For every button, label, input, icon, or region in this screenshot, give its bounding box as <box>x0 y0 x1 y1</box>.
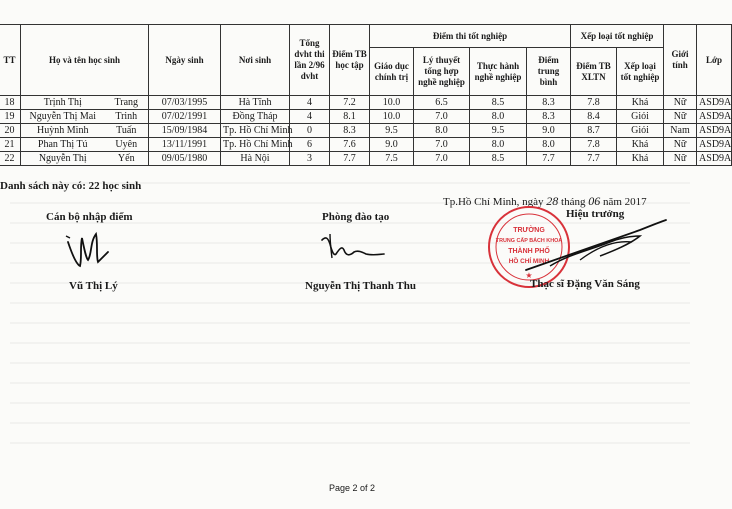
page-number: Page 2 of 2 <box>329 483 376 493</box>
principal-name: Thạc sĩ Đặng Văn Sáng <box>530 278 640 290</box>
cell-rank: Khá <box>617 152 664 166</box>
cell-gender: Nam <box>664 124 697 138</box>
cell-last-name: Phan Thị Tú <box>21 138 105 152</box>
cell-gpa: 7.2 <box>330 96 370 110</box>
header-dob: Ngày sinh <box>149 25 221 96</box>
cell-gpa: 7.7 <box>330 152 370 166</box>
stamp-star-icon: ★ <box>525 271 533 280</box>
cell-birthplace: Hà Nội <box>221 152 290 166</box>
date-month-label: tháng <box>561 196 586 208</box>
cell-gender: Nữ <box>664 96 697 110</box>
cell-first-name: Trinh <box>105 110 149 124</box>
cell-gpa: 8.3 <box>330 124 370 138</box>
cell-birthplace: Tp. Hồ Chí Minh <box>221 124 290 138</box>
header-xltn: Điểm TB XLTN <box>571 48 617 96</box>
header-practice: Thực hành nghề nghiệp <box>470 48 527 96</box>
cell-politics: 10.0 <box>370 96 414 110</box>
cell-practice: 8.5 <box>470 152 527 166</box>
cell-last-name: Huỳnh Minh <box>21 124 105 138</box>
cell-last-name: Trịnh Thị <box>21 96 105 110</box>
cell-rank: Khá <box>617 138 664 152</box>
stamp-line2: TRUNG CẤP BÁCH KHOA <box>495 238 563 244</box>
table-row <box>0 152 732 166</box>
cell-first-name: Uyên <box>105 138 149 152</box>
cell-class: ASD9A <box>697 124 732 138</box>
cell-stt: 18 <box>0 96 21 110</box>
cell-stt: 21 <box>0 138 21 152</box>
header-gender: Giới tính <box>664 25 697 96</box>
cell-credits: 4 <box>290 96 330 110</box>
cell-stt: 20 <box>0 124 21 138</box>
entry-officer-title: Cán bộ nhập điểm <box>46 211 133 223</box>
cell-credits: 4 <box>290 110 330 124</box>
cell-practice: 9.5 <box>470 124 527 138</box>
cell-class: ASD9A <box>697 110 732 124</box>
cell-first-name: Yến <box>105 152 149 166</box>
entry-officer-name: Vũ Thị Lý <box>69 280 118 292</box>
cell-xltn: 7.8 <box>571 138 617 152</box>
header-birthplace: Nơi sinh <box>221 25 290 96</box>
cell-credits: 6 <box>290 138 330 152</box>
cell-xltn: 7.8 <box>571 96 617 110</box>
cell-stt: 22 <box>0 152 21 166</box>
date-year: năm 2017 <box>602 196 647 208</box>
table-row <box>0 124 732 138</box>
signature-training-office <box>318 228 388 264</box>
cell-politics: 7.5 <box>370 152 414 166</box>
cell-avg: 8.3 <box>527 96 571 110</box>
cell-rank: Khá <box>617 96 664 110</box>
cell-birthplace: Hà Tĩnh <box>221 96 290 110</box>
cell-practice: 8.0 <box>470 110 527 124</box>
signature-entry-officer <box>62 224 112 272</box>
cell-theory: 8.0 <box>414 124 470 138</box>
cell-politics: 9.0 <box>370 138 414 152</box>
table-row <box>0 96 732 110</box>
grades-table <box>0 24 732 166</box>
cell-credits: 3 <box>290 152 330 166</box>
header-name: Họ và tên học sinh <box>21 25 149 96</box>
principal-title: Hiệu trưởng <box>566 208 625 220</box>
cell-avg: 7.7 <box>527 152 571 166</box>
cell-class: ASD9A <box>697 138 732 152</box>
cell-gpa: 7.6 <box>330 138 370 152</box>
cell-credits: 0 <box>290 124 330 138</box>
date-day: 28 <box>546 194 559 208</box>
cell-theory: 7.0 <box>414 152 470 166</box>
header-rank-group: Xếp loại tốt nghiệp <box>571 25 664 48</box>
student-count-summary: Danh sách này có: 22 học sinh <box>0 180 142 192</box>
table-row <box>0 138 732 152</box>
date-prefix: Tp.Hồ Chí Minh, ngày <box>443 196 544 208</box>
cell-rank: Giỏi <box>617 110 664 124</box>
cell-dob: 13/11/1991 <box>149 138 221 152</box>
cell-gender: Nữ <box>664 152 697 166</box>
cell-xltn: 8.4 <box>571 110 617 124</box>
stamp-line4: HỒ CHÍ MINH <box>508 258 550 265</box>
cell-dob: 07/03/1995 <box>149 96 221 110</box>
cell-theory: 6.5 <box>414 96 470 110</box>
cell-politics: 10.0 <box>370 110 414 124</box>
signature-principal <box>520 214 670 278</box>
cell-avg: 8.0 <box>527 138 571 152</box>
stamp-line3: THÀNH PHỐ <box>508 248 550 255</box>
cell-class: ASD9A <box>697 152 732 166</box>
cell-xltn: 7.7 <box>571 152 617 166</box>
cell-theory: 7.0 <box>414 110 470 124</box>
cell-xltn: 8.7 <box>571 124 617 138</box>
training-office-title: Phòng đào tạo <box>322 211 390 223</box>
cell-dob: 07/02/1991 <box>149 110 221 124</box>
stamp-line1: TRƯỜNG <box>513 227 545 234</box>
cell-gender: Nữ <box>664 138 697 152</box>
header-credits: Tổng dvht thi lần 2/96 dvht <box>290 25 330 96</box>
cell-avg: 8.3 <box>527 110 571 124</box>
cell-theory: 7.0 <box>414 138 470 152</box>
table-row <box>0 110 732 124</box>
cell-birthplace: Đồng Tháp <box>221 110 290 124</box>
cell-dob: 09/05/1980 <box>149 152 221 166</box>
cell-gender: Nữ <box>664 110 697 124</box>
cell-dob: 15/09/1984 <box>149 124 221 138</box>
cell-stt: 19 <box>0 110 21 124</box>
cell-politics: 9.5 <box>370 124 414 138</box>
header-class: Lớp <box>697 25 732 96</box>
header-stt: TT <box>0 25 21 96</box>
header-gpa: Điểm TB học tập <box>330 25 370 96</box>
date-month: 06 <box>588 194 601 208</box>
header-exam-group: Điểm thi tốt nghiệp <box>370 25 571 48</box>
header-politics: Giáo dục chính trị <box>370 48 414 96</box>
cell-practice: 8.5 <box>470 96 527 110</box>
cell-last-name: Nguyễn Thị Mai <box>21 110 105 124</box>
header-theory: Lý thuyết tổng hợp nghề nghiệp <box>414 48 470 96</box>
header-avg: Điểm trung bình <box>527 48 571 96</box>
cell-avg: 9.0 <box>527 124 571 138</box>
cell-birthplace: Tp. Hồ Chí Minh <box>221 138 290 152</box>
cell-practice: 8.0 <box>470 138 527 152</box>
cell-gpa: 8.1 <box>330 110 370 124</box>
cell-first-name: Trang <box>105 96 149 110</box>
cell-rank: Giỏi <box>617 124 664 138</box>
header-rank: Xếp loại tốt nghiệp <box>617 48 664 96</box>
cell-first-name: Tuấn <box>105 124 149 138</box>
cell-last-name: Nguyễn Thị <box>21 152 105 166</box>
cell-class: ASD9A <box>697 96 732 110</box>
training-office-name: Nguyễn Thị Thanh Thu <box>305 280 416 292</box>
